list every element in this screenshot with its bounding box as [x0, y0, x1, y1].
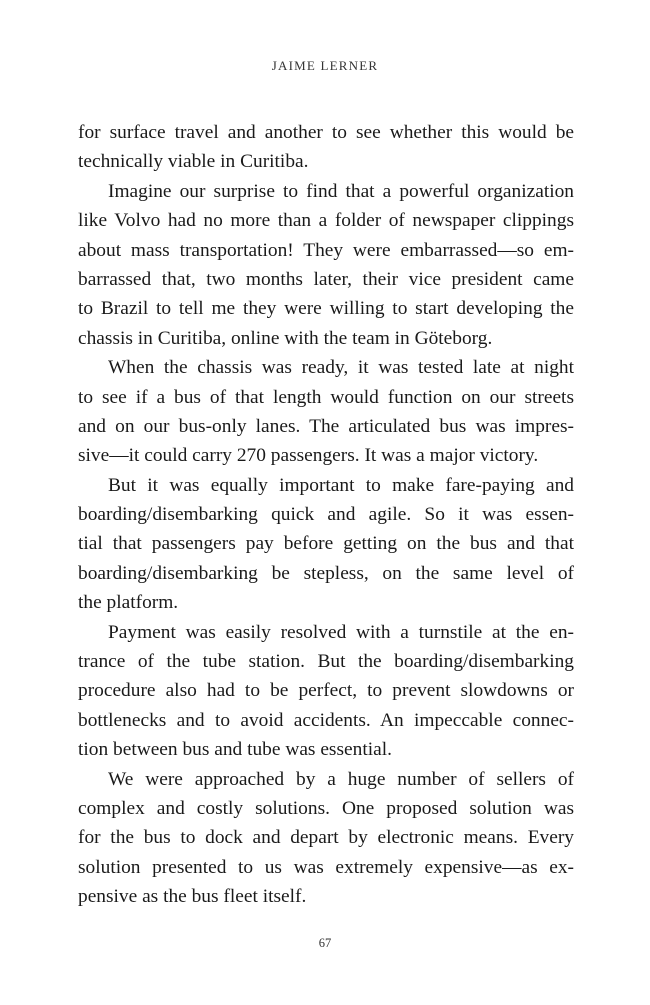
- paragraph: [78, 765, 574, 912]
- paragraph: [78, 471, 574, 618]
- text-line: about mass transportation! They were embarrassed—so em-: [78, 239, 574, 261]
- text-line: and on our bus-only lanes. The articulated bus was impres-: [78, 415, 574, 437]
- page-number: 67: [318, 936, 332, 950]
- text-line: the platform.: [78, 592, 179, 614]
- paragraph: [78, 353, 574, 471]
- text-line: trance of the tube station. But the boarding/disembarking: [78, 651, 574, 673]
- paragraph: [78, 118, 574, 177]
- running-head: JAIME LERNER: [271, 58, 379, 73]
- text-line: But it was equally important to make fare-paying and: [108, 474, 574, 496]
- text-line: When the chassis was ready, it was tested late at night: [108, 357, 574, 379]
- text-line: procedure also had to be perfect, to prevent slowdowns or: [78, 680, 574, 702]
- text-line: chassis in Curitiba, online with the team in Göteborg.: [78, 327, 493, 349]
- paragraph: [78, 177, 574, 353]
- text-line: pensive as the bus fleet itself.: [78, 886, 307, 908]
- text-line: tion between bus and tube was essential.: [78, 739, 392, 761]
- text-line: for surface travel and another to see whether this would be: [78, 122, 574, 143]
- text-line: for the bus to dock and depart by electronic means. Every: [78, 827, 574, 849]
- text-line: Payment was easily resolved with a turnstile at the en-: [108, 621, 574, 643]
- text-line: like Volvo had no more than a folder of newspaper clippings: [78, 210, 574, 232]
- body-text: [78, 118, 574, 912]
- text-line: boarding/disembarking quick and agile. So it was essen-: [78, 504, 574, 526]
- text-line: We were approached by a huge number of sellers of: [108, 768, 574, 790]
- text-line: barrassed that, two months later, their vice president came: [78, 268, 574, 290]
- text-line: technically viable in Curitiba.: [78, 151, 309, 173]
- text-line: boarding/disembarking be stepless, on the same level of: [78, 562, 574, 584]
- text-line: bottlenecks and to avoid accidents. An impeccable connec-: [78, 709, 574, 731]
- text-line: Imagine our surprise to find that a powerful organization: [108, 180, 574, 202]
- text-line: complex and costly solutions. One proposed solution was: [78, 797, 574, 819]
- text-line: to Brazil to tell me they were willing to start developing the: [78, 298, 574, 320]
- paragraph: [78, 618, 574, 765]
- text-line: to see if a bus of that length would function on our streets: [78, 386, 574, 408]
- text-line: tial that passengers pay before getting on the bus and that: [78, 533, 574, 555]
- text-line: solution presented to us was extremely expensive—as ex-: [78, 856, 574, 878]
- text-line: sive—it could carry 270 passengers. It was a major victory.: [78, 445, 539, 467]
